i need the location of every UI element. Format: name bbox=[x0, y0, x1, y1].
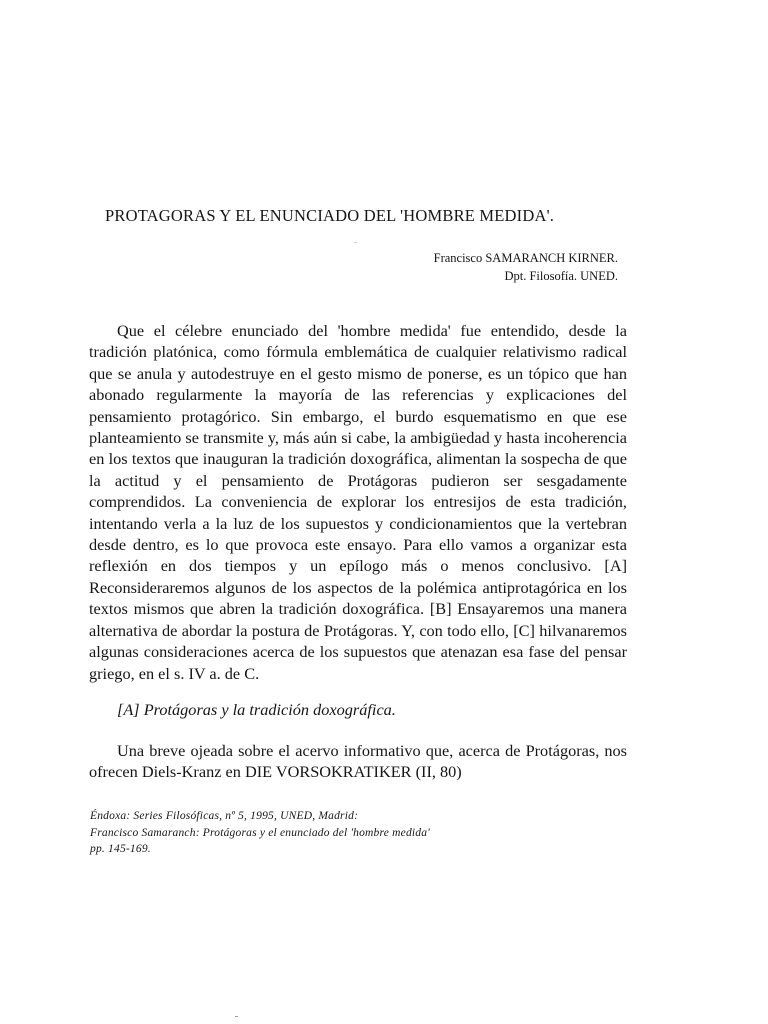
author-name: Francisco SAMARANCH KIRNER. bbox=[433, 251, 618, 265]
publication-footer bbox=[90, 808, 430, 858]
author-affiliation: Dpt. Filosofía. UNED. bbox=[504, 269, 618, 283]
author-block bbox=[434, 249, 618, 285]
article-title: PROTAGORAS Y EL ENUNCIADO DEL 'HOMBRE MEDIDA'. bbox=[105, 206, 555, 225]
section-a-paragraph: Una breve ojeada sobre el acervo informativo que, acerca de Protágoras, nos ofrecen Diels-Kranz en DIE VORSOKRATIKER (II, 80) bbox=[89, 741, 627, 782]
section-a-heading: [A] Protágoras y la tradición doxográfica. bbox=[117, 700, 396, 719]
scan-speck bbox=[235, 1016, 238, 1017]
intro-paragraph: Que el célebre enunciado del 'hombre medida' fue entendido, desde la tradición platónica, como fórmula emblemática de cualquier relativismo radical que se anula y autodestruye en el gesto mismo de ponerse, es un tópico que han abonado regularmente la mayoría de las referencias y explicaciones del pensamiento protagórico. Sin embargo, el burdo esquematismo en que ese planteamiento se transmite y, más aún si cabe, la ambigüedad y hasta incoherencia en los textos que inauguran la tradición doxográfica, alimentan la sospecha de que la actitud y el pensamiento de Protágoras pudieron ser sesgadamente comprendidos. La conveniencia de explorar los entresijos de esta tradición, intentando verla a la luz de los supuestos y condicionamientos que la vertebran desde dentro, es lo que provoca este ensayo. Para ello vamos a organizar esta reflexión en dos tiempos y un epílogo más o menos conclusivo. [A] Reconsideraremos algunos de los aspectos de la polémica antiprotagórica en los textos mismos que abren la tradición doxográfica. [B] Ensayaremos una manera alternativa de abordar la postura de Protágoras. Y, con todo ello, [C] hilvanaremos algunas consideraciones acerca de los supuestos que atenazan esa fase del pensar griego, en el s. IV a. de C. bbox=[89, 321, 627, 683]
footer-line-pages: pp. 145-169. bbox=[90, 843, 151, 855]
footer-line-journal: Éndoxa: Series Filosóficas, nº 5, 1995, UNED, Madrid: bbox=[90, 810, 359, 822]
scan-speck bbox=[354, 242, 357, 243]
footer-line-citation: Francisco Samaranch: Protágoras y el enunciado del 'hombre medida' bbox=[90, 826, 430, 839]
